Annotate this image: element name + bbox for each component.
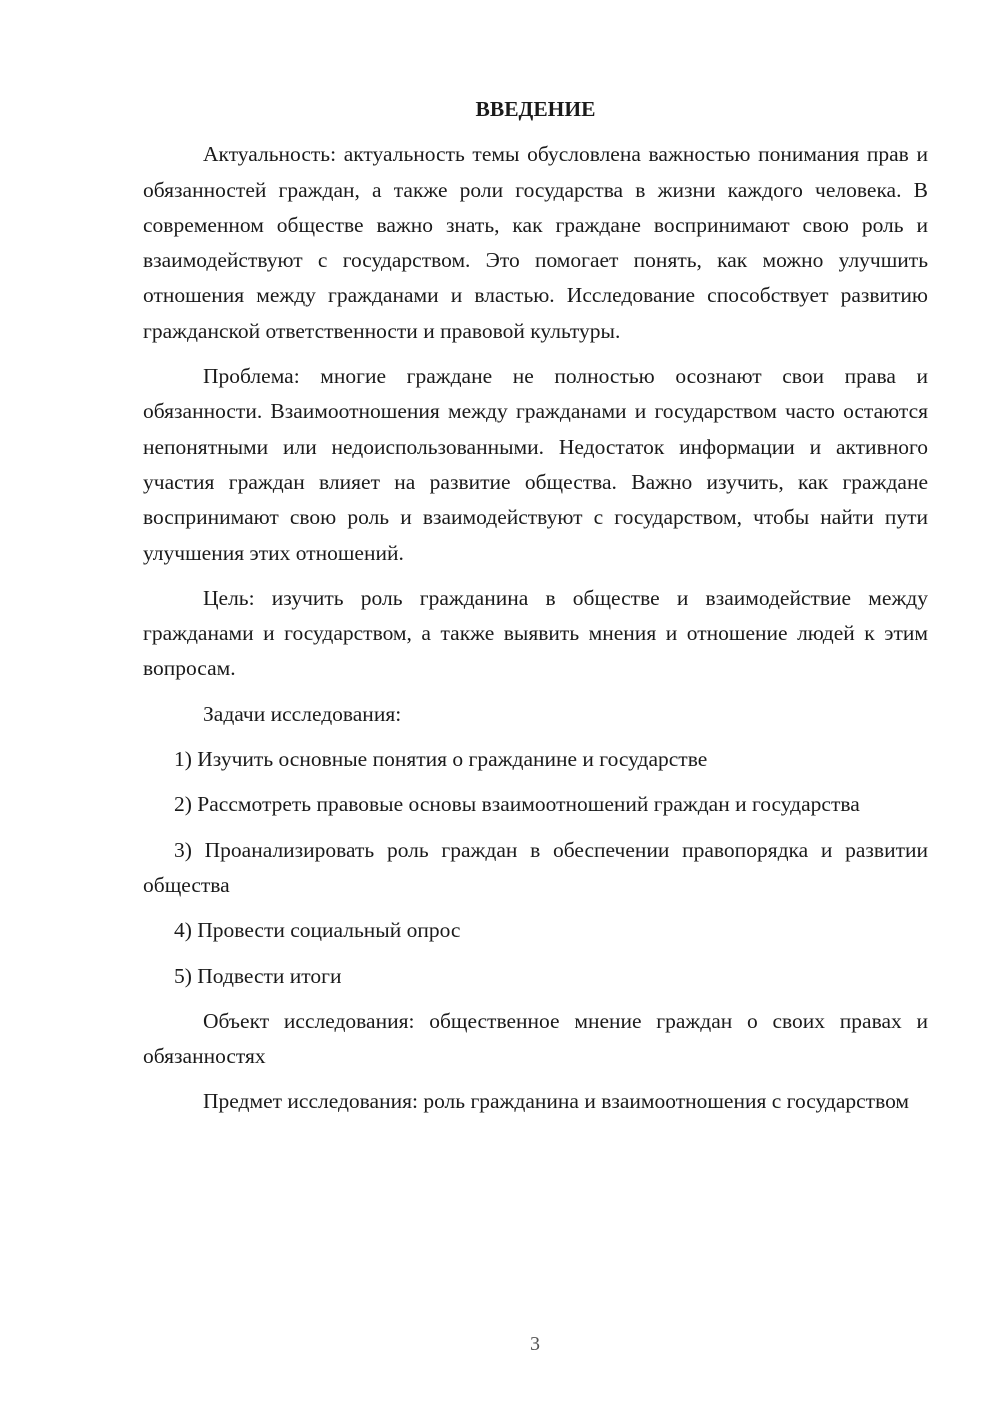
research-subject-paragraph: Предмет исследования: роль гражданина и взаимоотношения с государством [203,1089,910,1114]
task-item-4: 4) Провести социальный опрос [174,918,461,943]
page-number: 3 [530,1333,540,1355]
research-object-paragraph: Объект исследования: общественное мнение граждан о своих правах и обязанностях [143,1008,928,1069]
task-item-1: 1) Изучить основные понятия о гражданине и государстве [174,747,708,772]
relevance-paragraph: Актуальность: актуальность темы обусловлена важностью понимания прав и обязанностей граждан, а также роли государства в жизни каждого человека. В современном обществе важно знать, как граждане воспринимают свою роль и взаимодействуют с государством. Это помогает понять, как можно улучшить отношения между гражданами и властью. Исследование способствует развитию гражданской ответственности и правовой культуры. [143,142,928,343]
task-item-2: 2) Рассмотреть правовые основы взаимоотношений граждан и государства [174,792,860,817]
task-item-3: 3) Проанализировать роль граждан в обеспечении правопорядка и развитии общества [143,837,928,897]
document-page [143,92,928,1130]
section-title: ВВЕДЕНИЕ [475,97,596,121]
task-item-5: 5) Подвести итоги [174,963,342,988]
problem-paragraph: Проблема: многие граждане не полностью осознают свои права и обязанности. Взаимоотношения между гражданами и государством часто остаются непонятными или недоиспользованными. Недостаток информации и активного участия граждан влияет на развитие общества. Важно изучить, как граждане воспринимают свою роль и взаимодействуют с государством, чтобы найти пути улучшения этих отношений. [143,364,928,565]
tasks-heading: Задачи исследования: [203,701,402,726]
goal-paragraph: Цель: изучить роль гражданина в обществе и взаимодействие между гражданами и государством, а также выявить мнения и отношение людей к этим вопросам. [143,585,928,681]
